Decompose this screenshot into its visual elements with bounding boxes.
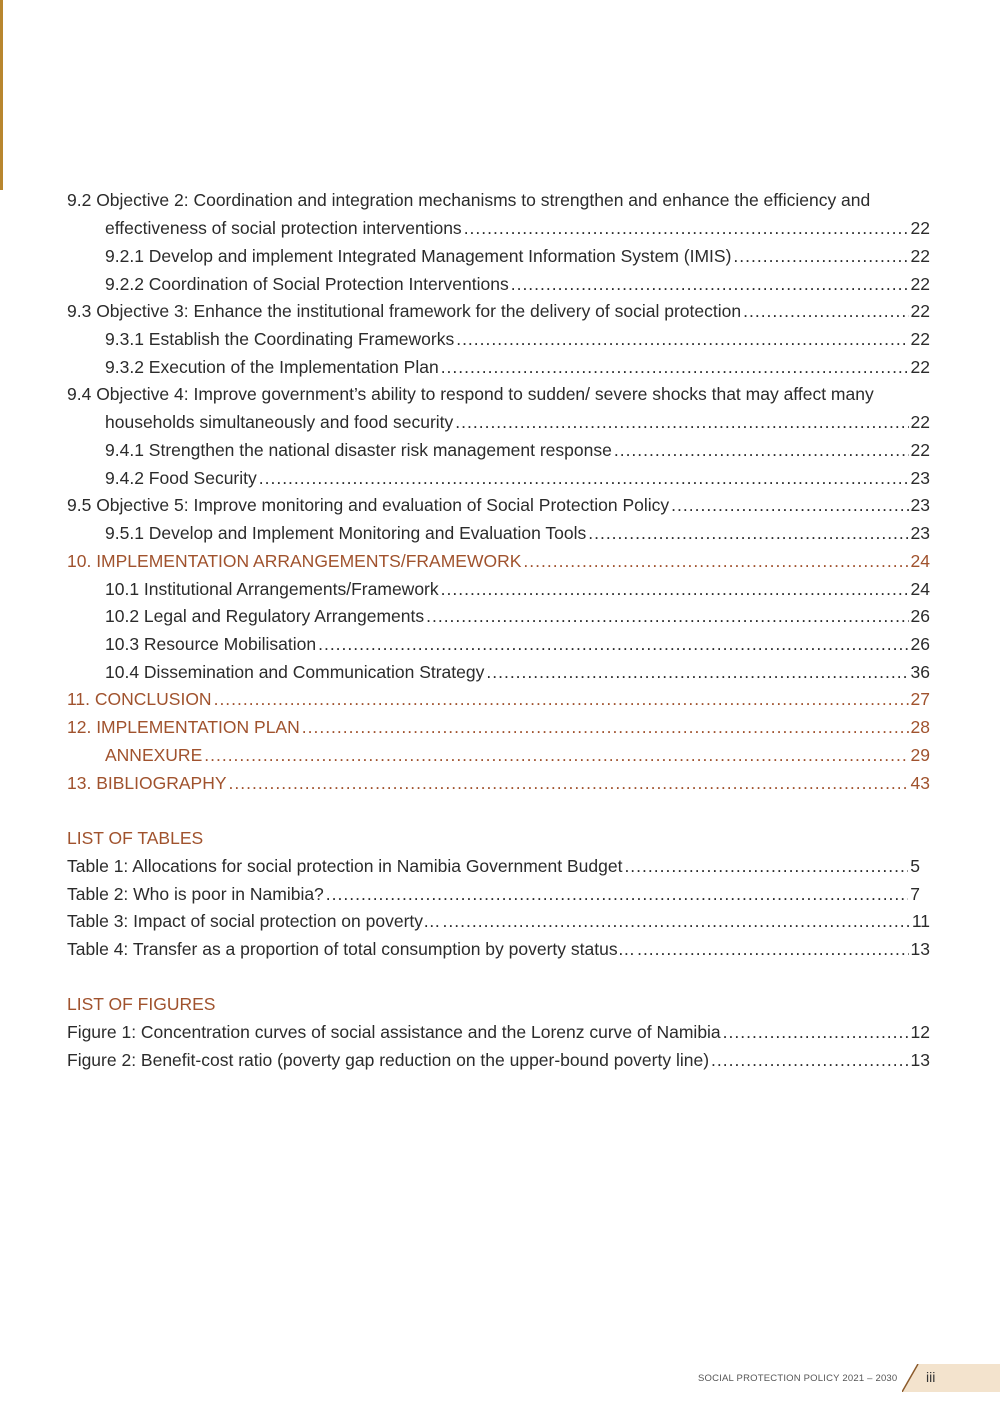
toc-entry-page: 23 <box>910 495 930 515</box>
toc-entry-9-3-1[interactable] <box>105 325 930 353</box>
figure-entry-label: Figure 1: Concentration curves of social assistance and the Lorenz curve of Namibia <box>67 1022 721 1042</box>
toc-entry-page: 22 <box>910 301 930 321</box>
toc-entry-page: 22 <box>910 440 930 460</box>
dot-leader <box>455 408 908 436</box>
dot-leader <box>733 242 908 270</box>
toc-entry-page: 28 <box>910 717 930 737</box>
table-entry-1[interactable] <box>67 852 920 880</box>
toc-entry-9-2-1[interactable] <box>105 242 930 270</box>
toc-entry-page: 26 <box>910 606 930 626</box>
table-entry-3[interactable] <box>67 907 930 935</box>
toc-entry-page: 22 <box>910 246 930 266</box>
left-margin-rule <box>0 0 3 190</box>
dot-leader <box>229 769 909 797</box>
toc-entry-page: 26 <box>910 634 930 654</box>
dot-leader <box>214 685 909 713</box>
dot-leader <box>443 907 910 935</box>
dot-leader <box>743 297 908 325</box>
toc-entry-9-4-1[interactable] <box>105 436 930 464</box>
table-entry-4[interactable] <box>67 935 930 963</box>
toc-entry-9-2[interactable] <box>105 214 930 242</box>
toc-entry-label: effectiveness of social protection interventions <box>105 218 462 238</box>
toc-entry-9-4[interactable] <box>105 408 930 436</box>
toc-entry-label: 9.3.1 Establish the Coordinating Frameworks <box>105 329 455 349</box>
toc-entry-page: 23 <box>910 523 930 543</box>
toc-entry-page: 22 <box>910 274 930 294</box>
dot-leader <box>318 630 908 658</box>
footer-page-number: iii <box>926 1369 936 1385</box>
toc-entry-page: 36 <box>910 662 930 682</box>
toc-entry-label: 9.4.1 Strengthen the national disaster risk management response <box>105 440 612 460</box>
dot-leader <box>441 353 909 381</box>
figure-entry-label: Figure 2: Benefit-cost ratio (poverty gap reduction on the upper-bound poverty line) <box>67 1050 710 1070</box>
toc-entry-9-4-2[interactable] <box>105 464 930 492</box>
dot-leader <box>259 464 909 492</box>
toc-entry-13[interactable] <box>67 769 930 797</box>
dot-leader <box>426 602 908 630</box>
toc-entry-page: 29 <box>910 745 930 765</box>
dot-leader <box>723 1018 909 1046</box>
dot-leader <box>511 270 909 298</box>
toc-entry-10-1[interactable] <box>105 575 930 603</box>
table-entry-label: Table 1: Allocations for social protection in Namibia Government Budget <box>67 856 623 876</box>
toc-entry-label: 13. BIBLIOGRAPHY <box>67 773 227 793</box>
toc-entry-9-5[interactable] <box>67 491 930 519</box>
toc-entry-label: 11. CONCLUSION <box>67 689 212 709</box>
toc-entry-label: 12. IMPLEMENTATION PLAN <box>67 717 300 737</box>
dot-leader <box>456 325 908 353</box>
toc-entry-page: 22 <box>910 329 930 349</box>
dot-leader <box>326 880 908 908</box>
toc-entry-label: 9.2.1 Develop and implement Integrated Management Information System (IMIS) <box>105 246 732 266</box>
figure-entry-1[interactable] <box>67 1018 930 1046</box>
dot-leader <box>204 741 908 769</box>
toc-entry-page: 22 <box>910 412 930 432</box>
dot-leader <box>624 852 908 880</box>
table-entry-page: 7 <box>910 884 920 904</box>
toc-entry-label: 10. IMPLEMENTATION ARRANGEMENTS/FRAMEWORK <box>67 551 522 571</box>
toc-entry-label: ANNEXURE <box>105 745 203 765</box>
dot-leader <box>637 935 908 963</box>
toc-entry-label: 9.5.1 Develop and Implement Monitoring and Evaluation Tools <box>105 523 587 543</box>
toc-entry-label: 9.3.2 Execution of the Implementation Plan <box>105 357 439 377</box>
dot-leader <box>671 491 908 519</box>
dot-leader <box>711 1046 909 1074</box>
table-entry-label: Table 3: Impact of social protection on poverty… <box>67 911 441 931</box>
dot-leader <box>523 547 908 575</box>
toc-entry-label: 9.4.2 Food Security <box>105 468 257 488</box>
toc-entry-label: 9.2.2 Coordination of Social Protection Interventions <box>105 274 509 294</box>
dot-leader <box>486 658 908 686</box>
table-entry-label: Table 4: Transfer as a proportion of total consumption by poverty status… <box>67 939 636 959</box>
dot-leader <box>588 519 908 547</box>
table-entry-page: 11 <box>911 911 930 931</box>
toc-entry-9-4-line1: 9.4 Objective 4: Improve government’s ability to respond to sudden/ severe shocks that may affect many <box>67 384 874 404</box>
toc-entry-label: households simultaneously and food security <box>105 412 454 432</box>
toc-entry-label: 10.1 Institutional Arrangements/Framework <box>105 579 439 599</box>
toc-entry-9-5-1[interactable] <box>105 519 930 547</box>
figure-entry-2[interactable] <box>67 1046 930 1074</box>
list-of-tables-heading: LIST OF TABLES <box>67 828 204 848</box>
table-entry-page: 5 <box>910 856 920 876</box>
toc-entry-page: 43 <box>910 773 930 793</box>
toc-entry-label: 9.5 Objective 5: Improve monitoring and evaluation of Social Protection Policy <box>67 495 670 515</box>
footer-page-tab <box>902 1364 1000 1392</box>
figure-entry-page: 12 <box>910 1022 930 1042</box>
toc-entry-page: 24 <box>910 579 930 599</box>
toc-entry-page: 23 <box>910 468 930 488</box>
dot-leader <box>464 214 909 242</box>
toc-entry-9-2-2[interactable] <box>105 270 930 298</box>
dot-leader <box>441 575 909 603</box>
toc-entry-label: 10.2 Legal and Regulatory Arrangements <box>105 606 425 626</box>
table-entry-2[interactable] <box>67 880 920 908</box>
toc-entry-page: 22 <box>910 357 930 377</box>
toc-entry-page: 24 <box>910 551 930 571</box>
table-entry-page: 13 <box>910 939 930 959</box>
toc-entry-page: 22 <box>910 218 930 238</box>
toc-entry-annexure[interactable] <box>105 741 930 769</box>
toc-entry-9-2-line1: 9.2 Objective 2: Coordination and integration mechanisms to strengthen and enhance the efficiency and <box>67 190 871 210</box>
table-entry-label: Table 2: Who is poor in Namibia? <box>67 884 324 904</box>
toc-entry-10-3[interactable] <box>105 630 930 658</box>
figure-entry-page: 13 <box>910 1050 930 1070</box>
toc-entry-9-3[interactable] <box>67 297 930 325</box>
toc-entry-label: 10.3 Resource Mobilisation <box>105 634 317 654</box>
toc-entry-9-3-2[interactable] <box>105 353 930 381</box>
list-of-figures-heading: LIST OF FIGURES <box>67 994 216 1014</box>
footer-title: SOCIAL PROTECTION POLICY 2021 – 2030 <box>698 1373 898 1384</box>
toc-entry-10-4[interactable] <box>105 658 930 686</box>
dot-leader <box>302 713 909 741</box>
toc-entry-label: 10.4 Dissemination and Communication Strategy <box>105 662 485 682</box>
toc-entry-10[interactable] <box>67 547 930 575</box>
toc-entry-label: 9.3 Objective 3: Enhance the institutional framework for the delivery of social protection <box>67 301 742 321</box>
toc-entry-10-2[interactable] <box>105 602 930 630</box>
toc-entry-page: 27 <box>910 689 930 709</box>
toc-entry-11[interactable] <box>67 685 930 713</box>
toc-entry-12[interactable] <box>67 713 930 741</box>
dot-leader <box>614 436 909 464</box>
